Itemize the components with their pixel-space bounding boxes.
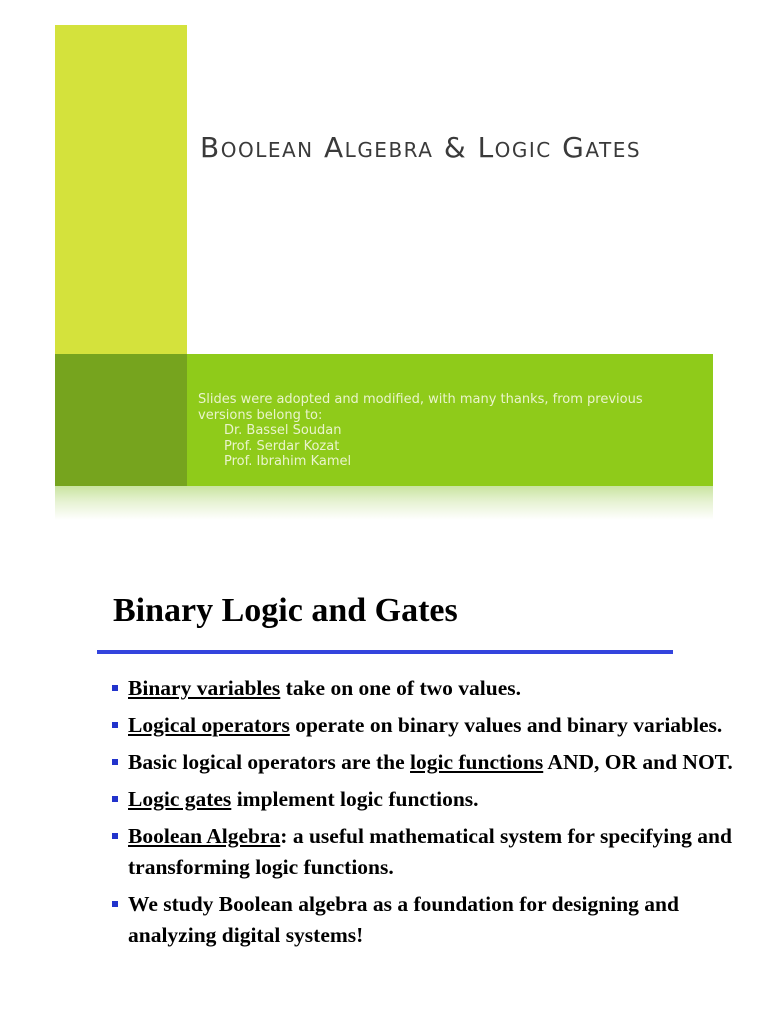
bullet-text: operate on binary values and binary variables. — [289, 713, 723, 737]
bullet-text: Basic logical operators are the — [128, 750, 411, 774]
list-item — [112, 747, 752, 778]
list-item — [112, 821, 752, 883]
list-item — [112, 710, 752, 741]
bullet-text: We study Boolean algebra as a foundation for designing and analyzing digital systems! — [128, 892, 679, 947]
bullet-text: AND, OR and NOT. — [543, 750, 733, 774]
bullet-square-icon — [112, 796, 118, 802]
credit-name: Dr. Bassel Soudan — [224, 423, 342, 438]
list-item — [112, 784, 752, 815]
underlined-term: Logic gates — [128, 787, 232, 811]
bullet-square-icon — [112, 685, 118, 691]
underlined-term: logic functions — [410, 750, 544, 774]
credit-name: Prof. Ibrahim Kamel — [224, 454, 352, 469]
bullet-text: implement logic functions. — [231, 787, 479, 811]
list-item — [112, 889, 752, 951]
lime-accent-bar — [55, 25, 187, 355]
credit-name: Prof. Serdar Kozat — [224, 438, 340, 454]
slide-title: Boolean Algebra & Logic Gates — [200, 131, 642, 164]
dark-green-square — [55, 354, 187, 486]
credits-text — [198, 392, 698, 470]
heading-underline-rule — [97, 650, 673, 654]
bullet-square-icon — [112, 722, 118, 728]
bullet-square-icon — [112, 833, 118, 839]
bullet-square-icon — [112, 901, 118, 907]
gradient-fade-band — [55, 486, 713, 520]
bullet-square-icon — [112, 759, 118, 765]
underlined-term: Binary variables — [128, 676, 281, 700]
credits-intro: Slides were adopted and modified, with many thanks, from previous versions belong to: — [198, 392, 643, 423]
bullet-text: : a useful mathematical system for specifying and transforming logic functions. — [128, 824, 732, 879]
bullet-text: take on one of two values. — [280, 676, 521, 700]
section-heading: Binary Logic and Gates — [113, 592, 458, 629]
list-item — [112, 673, 752, 704]
bullet-list — [112, 673, 752, 957]
underlined-term: Boolean Algebra — [128, 824, 281, 848]
underlined-term: Logical operators — [128, 713, 290, 737]
